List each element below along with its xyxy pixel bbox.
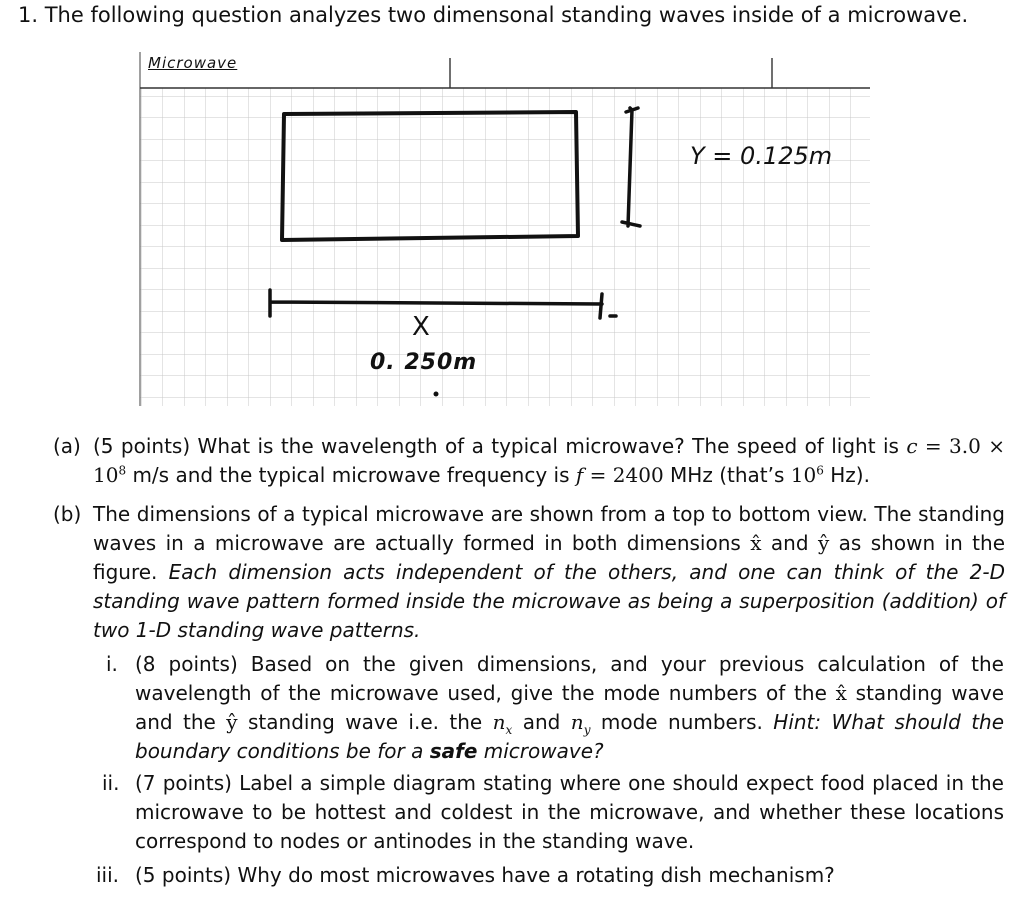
question-number: 1. [18,3,39,27]
question-text: The following question analyzes two dimensonal standing waves inside of a microwave. [44,3,969,27]
speed-of-light-value: 3.0 × 10 [93,434,1005,487]
n-y-subscript: y [583,723,591,737]
part-ii-points: (7 points) [135,771,232,795]
part-i-label: i. [106,652,118,676]
grid-paper [140,88,870,406]
y-hat-symbol-i: ŷ [226,710,238,734]
grid-paper-drawing [138,50,870,408]
x-hat-symbol: x̂ [750,531,762,555]
part-b [0,498,1024,648]
n-y-symbol: n [570,710,584,734]
n-x-symbol: n [492,710,506,734]
part-a [0,430,1024,490]
part-b-text1: The dimensions of a typical microwave are shown from a top to bottom view. The standing waves in a microwave are actually formed in both dimensions [93,502,1005,555]
speed-of-light-symbol: c [906,434,918,458]
frequency-unit: MHz [663,463,713,487]
part-i-text3: standing wave i.e. the [237,710,493,734]
microwave-figure [138,50,870,408]
n-x-subscript: x [505,723,513,737]
part-a-text [93,432,1005,490]
y-hat-symbol: ŷ [817,531,830,555]
part-a-text3: (that’s [712,463,791,487]
part-iii-points: (5 points) [135,863,232,887]
part-iii-body: Why do most microwaves have a rotating dish mechanism? [231,863,835,887]
part-i-text5: mode numbers. [590,710,774,734]
part-a-text4: ). [855,463,870,487]
part-i-text4: and [512,710,571,734]
part-ii-body: Label a simple diagram stating where one should expect food placed in the microwave to be hottest and coldest in the microwave, and whether these locations correspond to nodes or antinodes in the standing wave. [135,771,1004,853]
question-title [18,3,968,27]
part-b-text [93,500,1005,645]
part-b-label: (b) [53,502,82,526]
part-i-points: (8 points) [135,652,238,676]
part-i-hint: Hint: What should the boundary conditions be for a [135,710,1005,763]
part-a-text2: and the typical microwave frequency is [169,463,576,487]
part-a-equals2: = [583,463,613,487]
hz-unit: Hz [823,463,856,487]
y-dimension-label: Y = 0.125m [690,142,833,170]
part-i-text [135,650,1004,766]
part-ii [0,767,1024,859]
part-a-text1: What is the wavelength of a typical microwave? The speed of light is [190,434,907,458]
part-iii [0,859,1024,891]
part-a-points: (5 points) [93,434,191,458]
speed-of-light-unit: m/s [126,463,170,487]
part-i-text2: standing wave and the [135,681,1004,734]
part-iii-label: iii. [96,863,120,887]
frequency-value: 2400 [612,463,664,487]
figure-label: Microwave [148,54,238,72]
speed-of-light-exponent: 8 [118,463,127,478]
part-i-safe-emphasis: safe [429,739,478,763]
part-b-italic-note: Each dimension acts independent of the others, and one can think of the 2-D standing wave pattern formed inside the microwave as being a superposition (addition) of two 1-D standing wave patterns. [93,560,1005,642]
part-b-text2: as shown in the figure. [93,531,1005,584]
part-i-hint-end: microwave? [477,739,604,763]
hz-base: 10 [790,463,817,487]
part-b-and: and [761,531,818,555]
part-ii-text [135,769,1004,856]
x-hat-symbol-i: x̂ [835,681,847,705]
part-a-equals1: = [917,434,950,458]
hz-exponent: 6 [816,463,824,478]
ink-dot [434,392,439,397]
x-variable-label: X [412,312,430,342]
part-i-text1: Based on the given dimensions, and your previous calculation of the wavelength of the microwave used, give the mode numbers of the [135,652,1004,705]
part-ii-label: ii. [102,771,120,795]
frequency-symbol: f [575,463,584,487]
x-dimension-label: 0. 250m [370,350,478,375]
part-i [0,648,1024,768]
part-a-label: (a) [53,434,81,458]
part-iii-text [135,861,1004,890]
